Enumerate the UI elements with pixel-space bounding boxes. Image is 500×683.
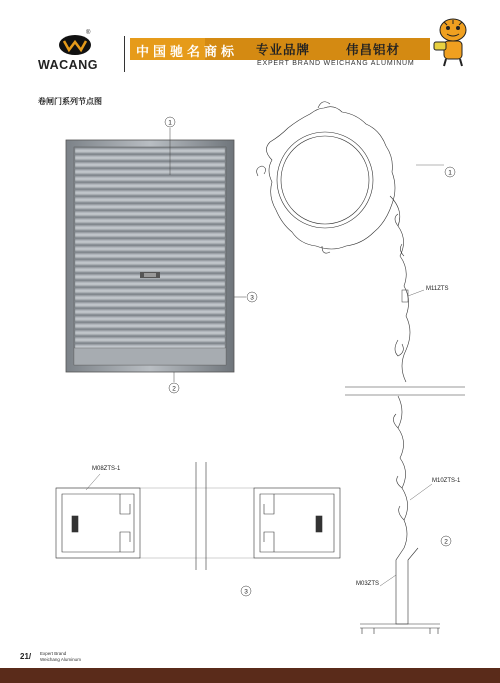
brand-name: WACANG [38,58,98,72]
callout-bottom-3 [241,586,251,596]
svg-text:3: 3 [250,294,254,302]
label-m10zts-1: M10ZTS-1 [432,478,461,484]
footer-tagline-1: Expert Brand [40,651,67,656]
svg-text:2: 2 [172,385,176,393]
callout-door-1 [165,117,175,127]
door-slat [75,197,225,203]
door-slat [75,232,225,238]
door-slat [75,295,225,301]
door-slat [75,330,225,336]
banner-famous-trademark: 中国驰名商标 [136,45,239,60]
label-m11zts: M11ZTS [426,286,449,292]
callout-profile-1 [445,167,455,177]
door-slat [75,309,225,315]
door-slat [75,260,225,266]
roller-drum-section [257,102,410,382]
door-slat [75,323,225,329]
door-slat [75,169,225,175]
door-slat [75,281,225,287]
guide-rail-left-section [56,488,140,558]
door-slat [75,302,225,308]
door-slat [75,155,225,161]
roller-door-elevation [66,140,234,372]
door-slat [75,288,225,294]
door-slat [75,225,225,231]
door-slat [75,190,225,196]
door-slat [75,239,225,245]
callout-door-3 [247,292,257,302]
label-m08zts-1: M08ZTS-1 [92,466,121,472]
door-slat [75,316,225,322]
page-number: 21/ [20,652,32,661]
footer-bar [0,668,500,683]
door-slat [75,211,225,217]
callout-door-2 [169,383,179,393]
banner-expert-brand: 专业品牌 [256,42,311,57]
slat-chain-section [360,396,440,634]
banner-english-tagline: EXPERT BRAND WEICHANG ALUMINUM [257,60,415,67]
svg-text:3: 3 [244,588,248,596]
door-slat [75,162,225,168]
door-slat [75,148,225,154]
door-slat [75,218,225,224]
guide-rail-right-section [254,488,340,558]
callout-profile-2 [441,536,451,546]
door-slat [75,253,225,259]
door-slat [75,183,225,189]
banner-weichang-aluminum: 伟昌铝材 [346,42,401,57]
door-slat [75,246,225,252]
svg-text:1: 1 [168,119,172,127]
section-title: 卷闸门系列节点图 [38,97,102,106]
svg-text:1: 1 [448,169,452,177]
footer-tagline-2: Weichang Aluminum [40,657,81,662]
door-slat [75,204,225,210]
svg-text:2: 2 [444,538,448,546]
door-slat [75,337,225,343]
label-m03zts: M03ZTS [356,581,380,587]
registered-mark: ® [86,30,91,36]
door-slat [75,176,225,182]
